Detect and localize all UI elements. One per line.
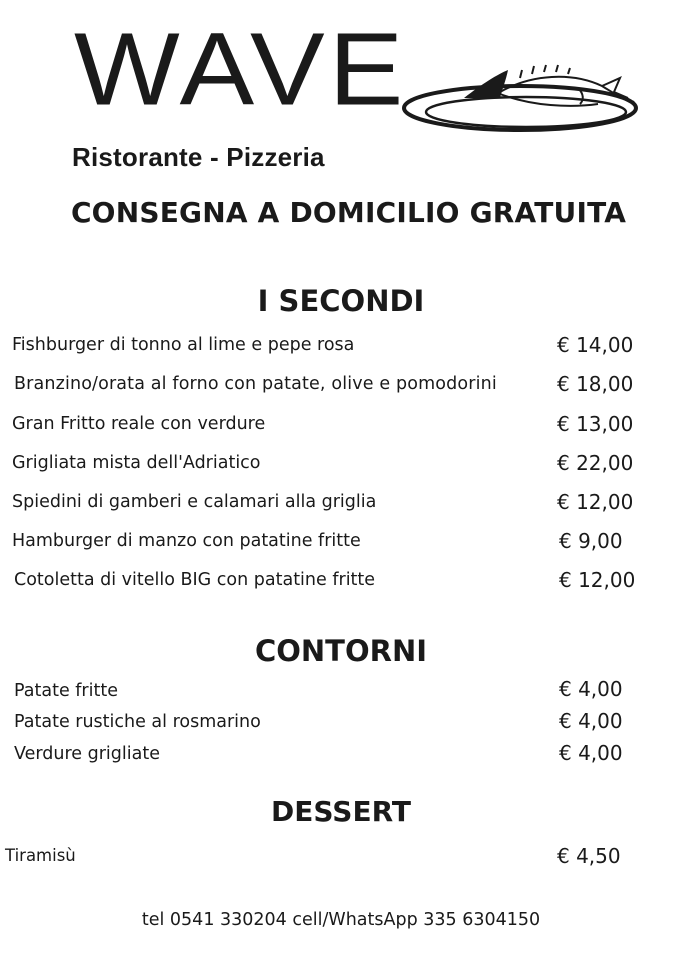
fish-plate-icon [402,64,642,144]
menu-item-price: € 4,50 [557,844,621,868]
menu-item-price: € 12,00 [557,490,634,514]
menu-item-name: Hamburger di manzo con patatine fritte [12,531,361,551]
menu-item-name: Fishburger di tonno al lime e pepe rosa [12,335,355,355]
menu-item-name: Cotoletta di vitello BIG con patatine fritte [14,570,376,590]
menu-item-name: Patate rustiche al rosmarino [14,712,261,732]
menu-item-price: € 22,00 [557,451,634,475]
section-title-contorni: CONTORNI [254,634,428,668]
contact-footer: tel 0541 330204 cell/WhatsApp 335 6304150 [141,910,541,930]
section-title-secondi: I SECONDI [257,284,425,318]
menu-item-name: Verdure grigliate [14,744,160,764]
menu-item-name: Spiedini di gamberi e calamari alla griglia [12,492,377,512]
delivery-banner: CONSEGNA A DOMICILIO GRATUITA [70,196,627,229]
logo-subtitle: Ristorante - Pizzeria [72,142,325,172]
menu-item-price: € 14,00 [557,333,634,357]
menu-item-price: € 4,00 [559,709,623,733]
menu-item-name: Tiramisù [5,846,76,865]
menu-item-name: Grigliata mista dell'Adriatico [12,453,261,473]
menu-item-price: € 9,00 [559,529,623,553]
section-title-dessert: DESSERT [271,795,411,828]
menu-item-price: € 18,00 [557,372,634,396]
menu-item-price: € 12,00 [559,568,636,592]
logo-wordmark: WAVE [74,11,408,127]
menu-item-name: Gran Fritto reale con verdure [12,414,266,434]
menu-item-price: € 4,00 [559,741,623,765]
menu-item-name: Patate fritte [14,681,118,701]
menu-item-price: € 4,00 [559,677,623,701]
menu-item-price: € 13,00 [557,412,634,436]
menu-item-name: Branzino/orata al forno con patate, olive e pomodorini [14,374,497,394]
